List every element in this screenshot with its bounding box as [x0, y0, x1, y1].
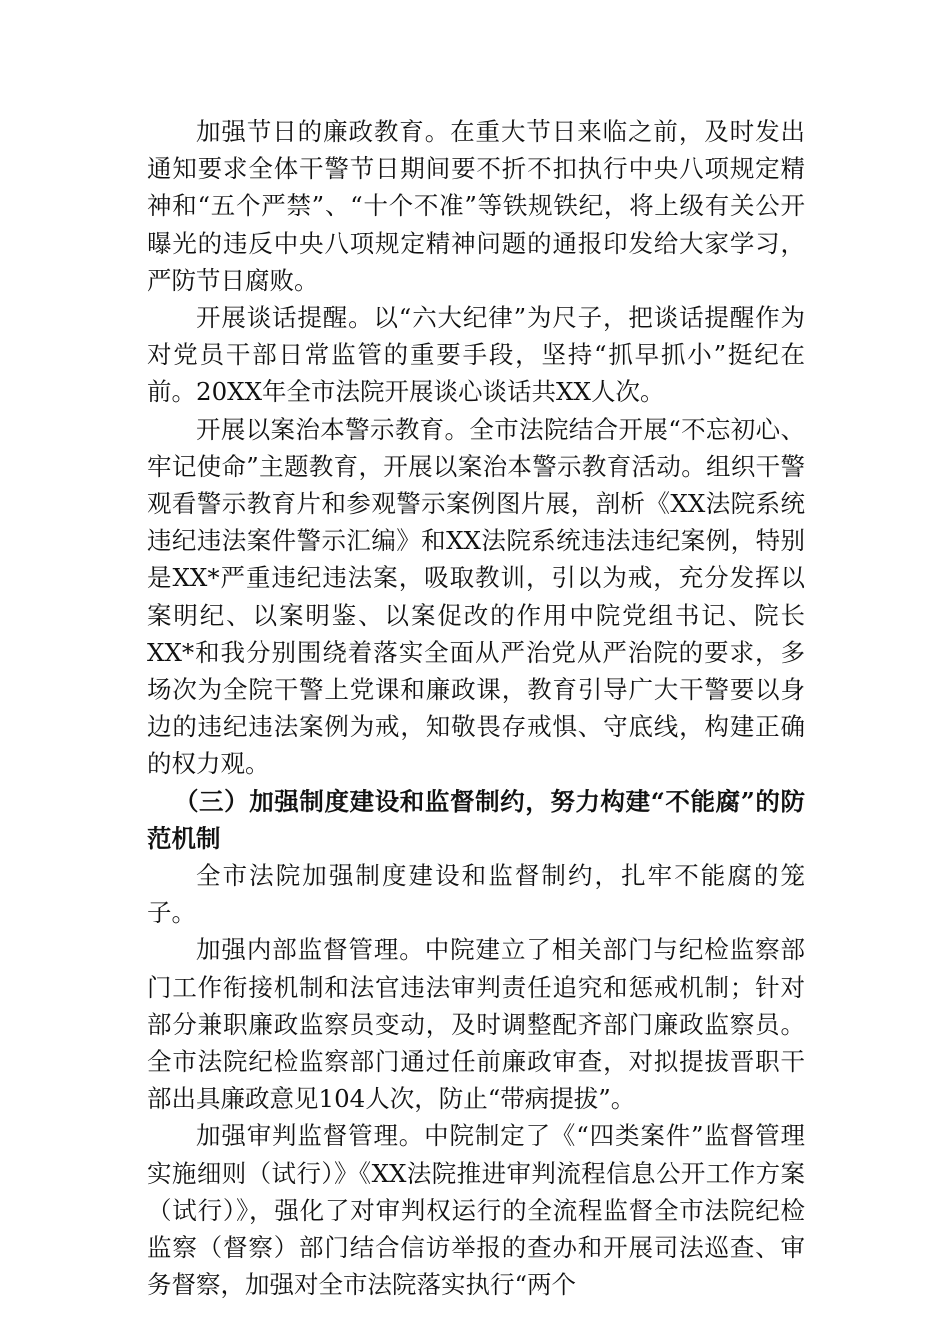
section-heading-3: （三）加强制度建设和监督制约，努力构建“不能腐”的防范机制 — [147, 786, 805, 853]
paragraph-warning-education: 开展以案治本警示教育。全市法院结合开展“不忘初心、牢记使命”主题教育，开展以案治本警示教育活动。组织干警观看警示教育片和参观警示案例图片展，剖析《XX法院系统违纪违法案件警示汇编》和XX法院系统违法违纪案例，特别是XX*严重违纪违法案，吸取教训，引以为戒，充分发挥以案明纪、以案明鉴、以案促改的作用中院党组书记、院长XX*和我分别围绕着落实全面从严治党从严治院的要求，多场次为全院干警上党课和廉政课，教育引导广大干警要以身边的违纪违法案例为戒，知敬畏存戒惧、守底线，构建正确的权力观。 — [147, 414, 805, 779]
paragraph-system-building: 全市法院加强制度建设和监督制约，扎牢不能腐的笼子。 — [147, 861, 805, 928]
paragraph-trial-supervision: 加强审判监督管理。中院制定了《“四类案件”监督管理实施细则（试行）》《XX法院推进审判流程信息公开工作方案（试行）》，强化了对审判权运行的全流程监督全市法院纪检监察（督察）部门结合信访举报的查办和开展司法巡查、审务督察，加强对全市法院落实执行“两个 — [147, 1121, 805, 1300]
paragraph-holiday-education: 加强节日的廉政教育。在重大节日来临之前，及时发出通知要求全体干警节日期间要不折不扣执行中央八项规定精神和“五个严禁”、“十个不准”等铁规铁纪，将上级有关公开曝光的违反中央八项规定精神问题的通报印发给大家学习，严防节日腐败。 — [147, 117, 805, 295]
document-body — [147, 113, 805, 1304]
paragraph-internal-supervision: 加强内部监督管理。中院建立了相关部门与纪检监察部门工作衔接机制和法官违法审判责任追究和惩戒机制；针对部分兼职廉政监察员变动，及时调整配齐部门廉政监察员。全市法院纪检监察部门通过任前廉政审查，对拟提拔晋职干部出具廉政意见104人次，防止“带病提拔”。 — [147, 935, 805, 1114]
paragraph-talk-reminder: 开展谈话提醒。以“六大纪律”为尺子，把谈话提醒作为对党员干部日常监管的重要手段，坚持“抓早抓小”挺纪在前。20XX年全市法院开展谈心谈话共XX人次。 — [147, 303, 805, 407]
